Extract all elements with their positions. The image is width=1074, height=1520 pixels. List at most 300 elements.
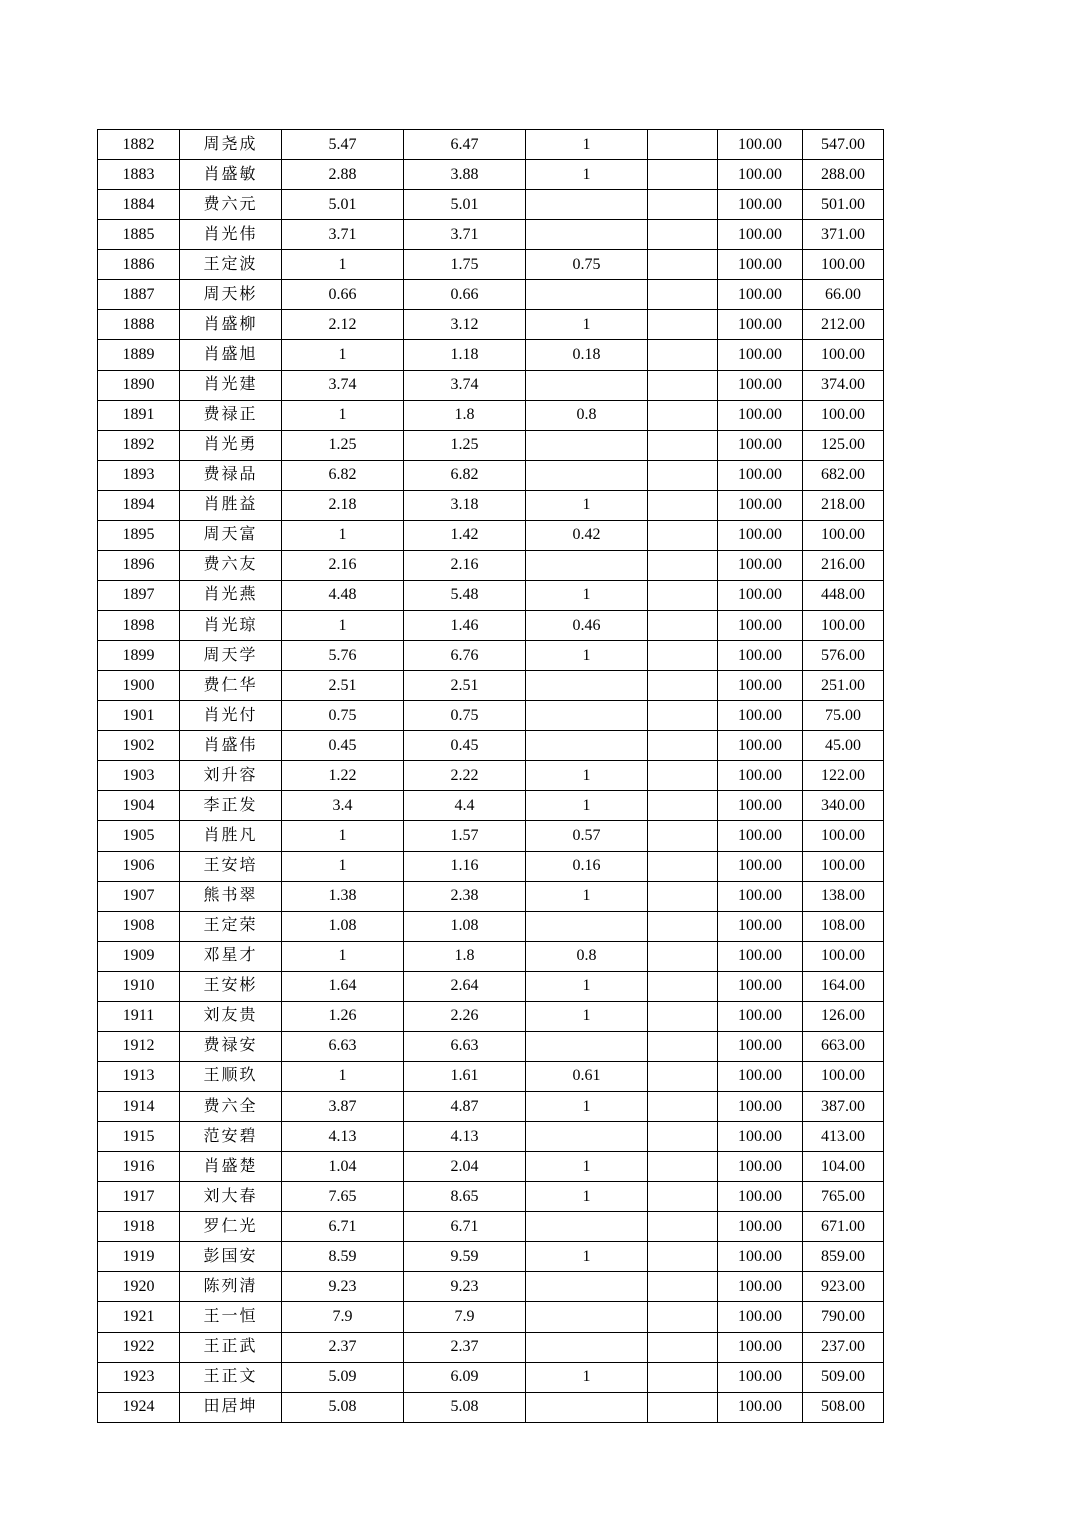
row-number-cell: 1910 [98,971,180,1001]
table-row [98,160,884,190]
unit-price-cell: 100.00 [718,971,803,1001]
table-row [98,1182,884,1212]
value-d-cell [648,731,718,761]
unit-price-cell: 100.00 [718,941,803,971]
table-row [98,310,884,340]
value-b-cell: 1.42 [404,520,526,550]
value-a-cell: 1 [282,821,404,851]
table-row [98,1242,884,1272]
table-row [98,1152,884,1182]
value-c-cell [526,1122,648,1152]
name-cell: 肖盛敏 [180,160,282,190]
value-b-cell: 3.74 [404,370,526,400]
value-b-cell: 8.65 [404,1182,526,1212]
name-cell: 周天学 [180,641,282,671]
row-number-cell: 1920 [98,1272,180,1302]
name-cell: 肖光付 [180,701,282,731]
value-c-cell [526,460,648,490]
row-number-cell: 1923 [98,1362,180,1392]
value-c-cell [526,220,648,250]
amount-cell: 100.00 [803,340,884,370]
table-row [98,791,884,821]
table-row [98,520,884,550]
row-number-cell: 1902 [98,731,180,761]
table-row [98,220,884,250]
value-d-cell [648,370,718,400]
unit-price-cell: 100.00 [718,1272,803,1302]
value-b-cell: 4.13 [404,1122,526,1152]
name-cell: 肖胜益 [180,490,282,520]
value-d-cell [648,821,718,851]
name-cell: 罗仁光 [180,1212,282,1242]
value-c-cell [526,1302,648,1332]
unit-price-cell: 100.00 [718,310,803,340]
amount-cell: 218.00 [803,490,884,520]
value-d-cell [648,1362,718,1392]
value-a-cell: 1.08 [282,911,404,941]
table-row [98,280,884,310]
value-c-cell [526,190,648,220]
unit-price-cell: 100.00 [718,1031,803,1061]
row-number-cell: 1909 [98,941,180,971]
table-row [98,1061,884,1091]
value-d-cell [648,1242,718,1272]
unit-price-cell: 100.00 [718,1092,803,1122]
row-number-cell: 1883 [98,160,180,190]
row-number-cell: 1893 [98,460,180,490]
value-d-cell [648,1152,718,1182]
value-c-cell [526,671,648,701]
name-cell: 肖盛柳 [180,310,282,340]
value-d-cell [648,1392,718,1422]
amount-cell: 125.00 [803,430,884,460]
value-c-cell [526,1332,648,1362]
unit-price-cell: 100.00 [718,1061,803,1091]
value-d-cell [648,881,718,911]
unit-price-cell: 100.00 [718,821,803,851]
value-c-cell [526,1031,648,1061]
value-a-cell: 5.08 [282,1392,404,1422]
amount-cell: 859.00 [803,1242,884,1272]
amount-cell: 237.00 [803,1332,884,1362]
table-row [98,1001,884,1031]
name-cell: 王安培 [180,851,282,881]
unit-price-cell: 100.00 [718,1332,803,1362]
value-b-cell: 5.08 [404,1392,526,1422]
amount-cell: 663.00 [803,1031,884,1061]
table-row [98,460,884,490]
value-a-cell: 1.26 [282,1001,404,1031]
amount-cell: 671.00 [803,1212,884,1242]
value-b-cell: 2.38 [404,881,526,911]
value-d-cell [648,250,718,280]
value-a-cell: 2.51 [282,671,404,701]
value-c-cell: 1 [526,490,648,520]
value-d-cell [648,130,718,160]
unit-price-cell: 100.00 [718,460,803,490]
table-row [98,641,884,671]
unit-price-cell: 100.00 [718,1182,803,1212]
row-number-cell: 1896 [98,550,180,580]
amount-cell: 100.00 [803,400,884,430]
name-cell: 刘大春 [180,1182,282,1212]
unit-price-cell: 100.00 [718,430,803,460]
table-row [98,400,884,430]
name-cell: 肖光燕 [180,580,282,610]
value-a-cell: 6.82 [282,460,404,490]
value-c-cell [526,731,648,761]
value-b-cell: 2.22 [404,761,526,791]
value-d-cell [648,791,718,821]
name-cell: 陈列清 [180,1272,282,1302]
amount-cell: 75.00 [803,701,884,731]
value-b-cell: 2.51 [404,671,526,701]
value-d-cell [648,611,718,641]
value-a-cell: 2.16 [282,550,404,580]
row-number-cell: 1905 [98,821,180,851]
name-cell: 费禄安 [180,1031,282,1061]
unit-price-cell: 100.00 [718,130,803,160]
value-a-cell: 1 [282,851,404,881]
amount-cell: 164.00 [803,971,884,1001]
value-b-cell: 2.37 [404,1332,526,1362]
amount-cell: 765.00 [803,1182,884,1212]
value-a-cell: 3.74 [282,370,404,400]
table-row [98,701,884,731]
unit-price-cell: 100.00 [718,701,803,731]
value-d-cell [648,1332,718,1362]
value-a-cell: 0.75 [282,701,404,731]
value-a-cell: 1.25 [282,430,404,460]
value-d-cell [648,340,718,370]
amount-cell: 104.00 [803,1152,884,1182]
value-b-cell: 7.9 [404,1302,526,1332]
unit-price-cell: 100.00 [718,1362,803,1392]
name-cell: 王一恒 [180,1302,282,1332]
value-a-cell: 5.01 [282,190,404,220]
value-a-cell: 3.4 [282,791,404,821]
row-number-cell: 1911 [98,1001,180,1031]
amount-cell: 100.00 [803,520,884,550]
value-a-cell: 1.04 [282,1152,404,1182]
amount-cell: 288.00 [803,160,884,190]
value-d-cell [648,520,718,550]
unit-price-cell: 100.00 [718,190,803,220]
table-row [98,1392,884,1422]
amount-cell: 100.00 [803,250,884,280]
value-b-cell: 2.26 [404,1001,526,1031]
value-c-cell: 1 [526,160,648,190]
amount-cell: 448.00 [803,580,884,610]
value-b-cell: 1.75 [404,250,526,280]
value-c-cell [526,701,648,731]
value-c-cell: 1 [526,761,648,791]
value-c-cell [526,1392,648,1422]
amount-cell: 138.00 [803,881,884,911]
unit-price-cell: 100.00 [718,911,803,941]
value-b-cell: 1.46 [404,611,526,641]
name-cell: 肖光勇 [180,430,282,460]
amount-cell: 212.00 [803,310,884,340]
row-number-cell: 1913 [98,1061,180,1091]
value-d-cell [648,160,718,190]
value-a-cell: 1 [282,340,404,370]
value-c-cell [526,911,648,941]
value-b-cell: 0.66 [404,280,526,310]
table-row [98,911,884,941]
table-row [98,1302,884,1332]
unit-price-cell: 100.00 [718,550,803,580]
name-cell: 费仁华 [180,671,282,701]
name-cell: 王顺玖 [180,1061,282,1091]
value-b-cell: 5.01 [404,190,526,220]
value-b-cell: 6.47 [404,130,526,160]
value-d-cell [648,641,718,671]
table-row [98,1332,884,1362]
value-a-cell: 1.64 [282,971,404,1001]
amount-cell: 100.00 [803,941,884,971]
amount-cell: 923.00 [803,1272,884,1302]
row-number-cell: 1892 [98,430,180,460]
table-row [98,130,884,160]
amount-cell: 108.00 [803,911,884,941]
name-cell: 邓星才 [180,941,282,971]
value-b-cell: 0.45 [404,731,526,761]
value-c-cell: 0.18 [526,340,648,370]
name-cell: 费六全 [180,1092,282,1122]
value-b-cell: 9.59 [404,1242,526,1272]
table-row [98,671,884,701]
value-d-cell [648,1001,718,1031]
unit-price-cell: 100.00 [718,731,803,761]
value-d-cell [648,671,718,701]
row-number-cell: 1890 [98,370,180,400]
row-number-cell: 1924 [98,1392,180,1422]
amount-cell: 251.00 [803,671,884,701]
name-cell: 王定荣 [180,911,282,941]
value-d-cell [648,911,718,941]
row-number-cell: 1882 [98,130,180,160]
name-cell: 范安碧 [180,1122,282,1152]
value-a-cell: 6.63 [282,1031,404,1061]
value-d-cell [648,550,718,580]
amount-cell: 501.00 [803,190,884,220]
value-a-cell: 9.23 [282,1272,404,1302]
table-row [98,430,884,460]
value-d-cell [648,851,718,881]
table-row [98,250,884,280]
amount-cell: 216.00 [803,550,884,580]
table-row [98,1212,884,1242]
table-row [98,941,884,971]
amount-cell: 509.00 [803,1362,884,1392]
value-c-cell: 1 [526,971,648,1001]
value-d-cell [648,941,718,971]
value-d-cell [648,490,718,520]
row-number-cell: 1900 [98,671,180,701]
row-number-cell: 1884 [98,190,180,220]
value-c-cell: 0.75 [526,250,648,280]
value-d-cell [648,220,718,250]
value-a-cell: 8.59 [282,1242,404,1272]
name-cell: 田居坤 [180,1392,282,1422]
value-d-cell [648,1182,718,1212]
table-row [98,881,884,911]
value-a-cell: 5.09 [282,1362,404,1392]
value-c-cell: 0.46 [526,611,648,641]
amount-cell: 45.00 [803,731,884,761]
value-c-cell: 0.16 [526,851,648,881]
table-row [98,731,884,761]
name-cell: 王安彬 [180,971,282,1001]
unit-price-cell: 100.00 [718,520,803,550]
table-row [98,761,884,791]
row-number-cell: 1899 [98,641,180,671]
table-row [98,1031,884,1061]
value-d-cell [648,1212,718,1242]
table-row [98,1362,884,1392]
data-table [97,129,884,1423]
table-row [98,340,884,370]
unit-price-cell: 100.00 [718,611,803,641]
amount-cell: 340.00 [803,791,884,821]
value-a-cell: 7.65 [282,1182,404,1212]
amount-cell: 547.00 [803,130,884,160]
value-b-cell: 1.61 [404,1061,526,1091]
value-a-cell: 1.22 [282,761,404,791]
table-row [98,611,884,641]
value-a-cell: 3.71 [282,220,404,250]
unit-price-cell: 100.00 [718,400,803,430]
value-c-cell: 1 [526,1001,648,1031]
row-number-cell: 1889 [98,340,180,370]
name-cell: 肖光琼 [180,611,282,641]
row-number-cell: 1922 [98,1332,180,1362]
unit-price-cell: 100.00 [718,160,803,190]
row-number-cell: 1898 [98,611,180,641]
value-c-cell: 1 [526,130,648,160]
value-b-cell: 3.71 [404,220,526,250]
value-b-cell: 6.63 [404,1031,526,1061]
value-c-cell: 1 [526,1182,648,1212]
value-a-cell: 1 [282,941,404,971]
table-row [98,1122,884,1152]
value-b-cell: 2.64 [404,971,526,1001]
value-d-cell [648,1031,718,1061]
name-cell: 肖光伟 [180,220,282,250]
name-cell: 费禄正 [180,400,282,430]
amount-cell: 374.00 [803,370,884,400]
row-number-cell: 1904 [98,791,180,821]
value-b-cell: 2.16 [404,550,526,580]
unit-price-cell: 100.00 [718,1152,803,1182]
row-number-cell: 1887 [98,280,180,310]
row-number-cell: 1903 [98,761,180,791]
unit-price-cell: 100.00 [718,340,803,370]
value-b-cell: 6.71 [404,1212,526,1242]
value-a-cell: 4.48 [282,580,404,610]
amount-cell: 682.00 [803,460,884,490]
amount-cell: 100.00 [803,1061,884,1091]
value-d-cell [648,280,718,310]
value-c-cell: 0.42 [526,520,648,550]
row-number-cell: 1917 [98,1182,180,1212]
value-d-cell [648,310,718,340]
name-cell: 熊书翠 [180,881,282,911]
unit-price-cell: 100.00 [718,280,803,310]
value-b-cell: 4.4 [404,791,526,821]
value-b-cell: 3.88 [404,160,526,190]
amount-cell: 371.00 [803,220,884,250]
name-cell: 肖盛伟 [180,731,282,761]
unit-price-cell: 100.00 [718,1001,803,1031]
value-c-cell: 0.8 [526,941,648,971]
name-cell: 王正武 [180,1332,282,1362]
table-row [98,190,884,220]
unit-price-cell: 100.00 [718,671,803,701]
value-c-cell [526,1272,648,1302]
value-c-cell: 1 [526,1362,648,1392]
amount-cell: 100.00 [803,821,884,851]
value-c-cell: 0.61 [526,1061,648,1091]
unit-price-cell: 100.00 [718,881,803,911]
row-number-cell: 1912 [98,1031,180,1061]
table-row [98,971,884,1001]
name-cell: 费禄品 [180,460,282,490]
value-d-cell [648,400,718,430]
name-cell: 王定波 [180,250,282,280]
row-number-cell: 1915 [98,1122,180,1152]
value-a-cell: 7.9 [282,1302,404,1332]
table-row [98,370,884,400]
value-c-cell: 1 [526,580,648,610]
name-cell: 彭国安 [180,1242,282,1272]
unit-price-cell: 100.00 [718,1242,803,1272]
amount-cell: 576.00 [803,641,884,671]
value-a-cell: 4.13 [282,1122,404,1152]
row-number-cell: 1897 [98,580,180,610]
value-b-cell: 6.09 [404,1362,526,1392]
unit-price-cell: 100.00 [718,1302,803,1332]
value-c-cell: 1 [526,641,648,671]
name-cell: 费六友 [180,550,282,580]
name-cell: 费六元 [180,190,282,220]
value-a-cell: 3.87 [282,1092,404,1122]
unit-price-cell: 100.00 [718,370,803,400]
value-c-cell [526,280,648,310]
value-a-cell: 2.37 [282,1332,404,1362]
row-number-cell: 1914 [98,1092,180,1122]
table-row [98,490,884,520]
table-row [98,821,884,851]
table-row [98,1272,884,1302]
value-d-cell [648,1302,718,1332]
row-number-cell: 1894 [98,490,180,520]
value-c-cell: 0.57 [526,821,648,851]
row-number-cell: 1919 [98,1242,180,1272]
name-cell: 周尧成 [180,130,282,160]
amount-cell: 413.00 [803,1122,884,1152]
value-c-cell: 1 [526,310,648,340]
value-d-cell [648,1061,718,1091]
value-b-cell: 1.25 [404,430,526,460]
value-b-cell: 6.82 [404,460,526,490]
value-a-cell: 1.38 [282,881,404,911]
value-b-cell: 2.04 [404,1152,526,1182]
unit-price-cell: 100.00 [718,250,803,280]
table-body [98,130,884,1423]
amount-cell: 508.00 [803,1392,884,1422]
